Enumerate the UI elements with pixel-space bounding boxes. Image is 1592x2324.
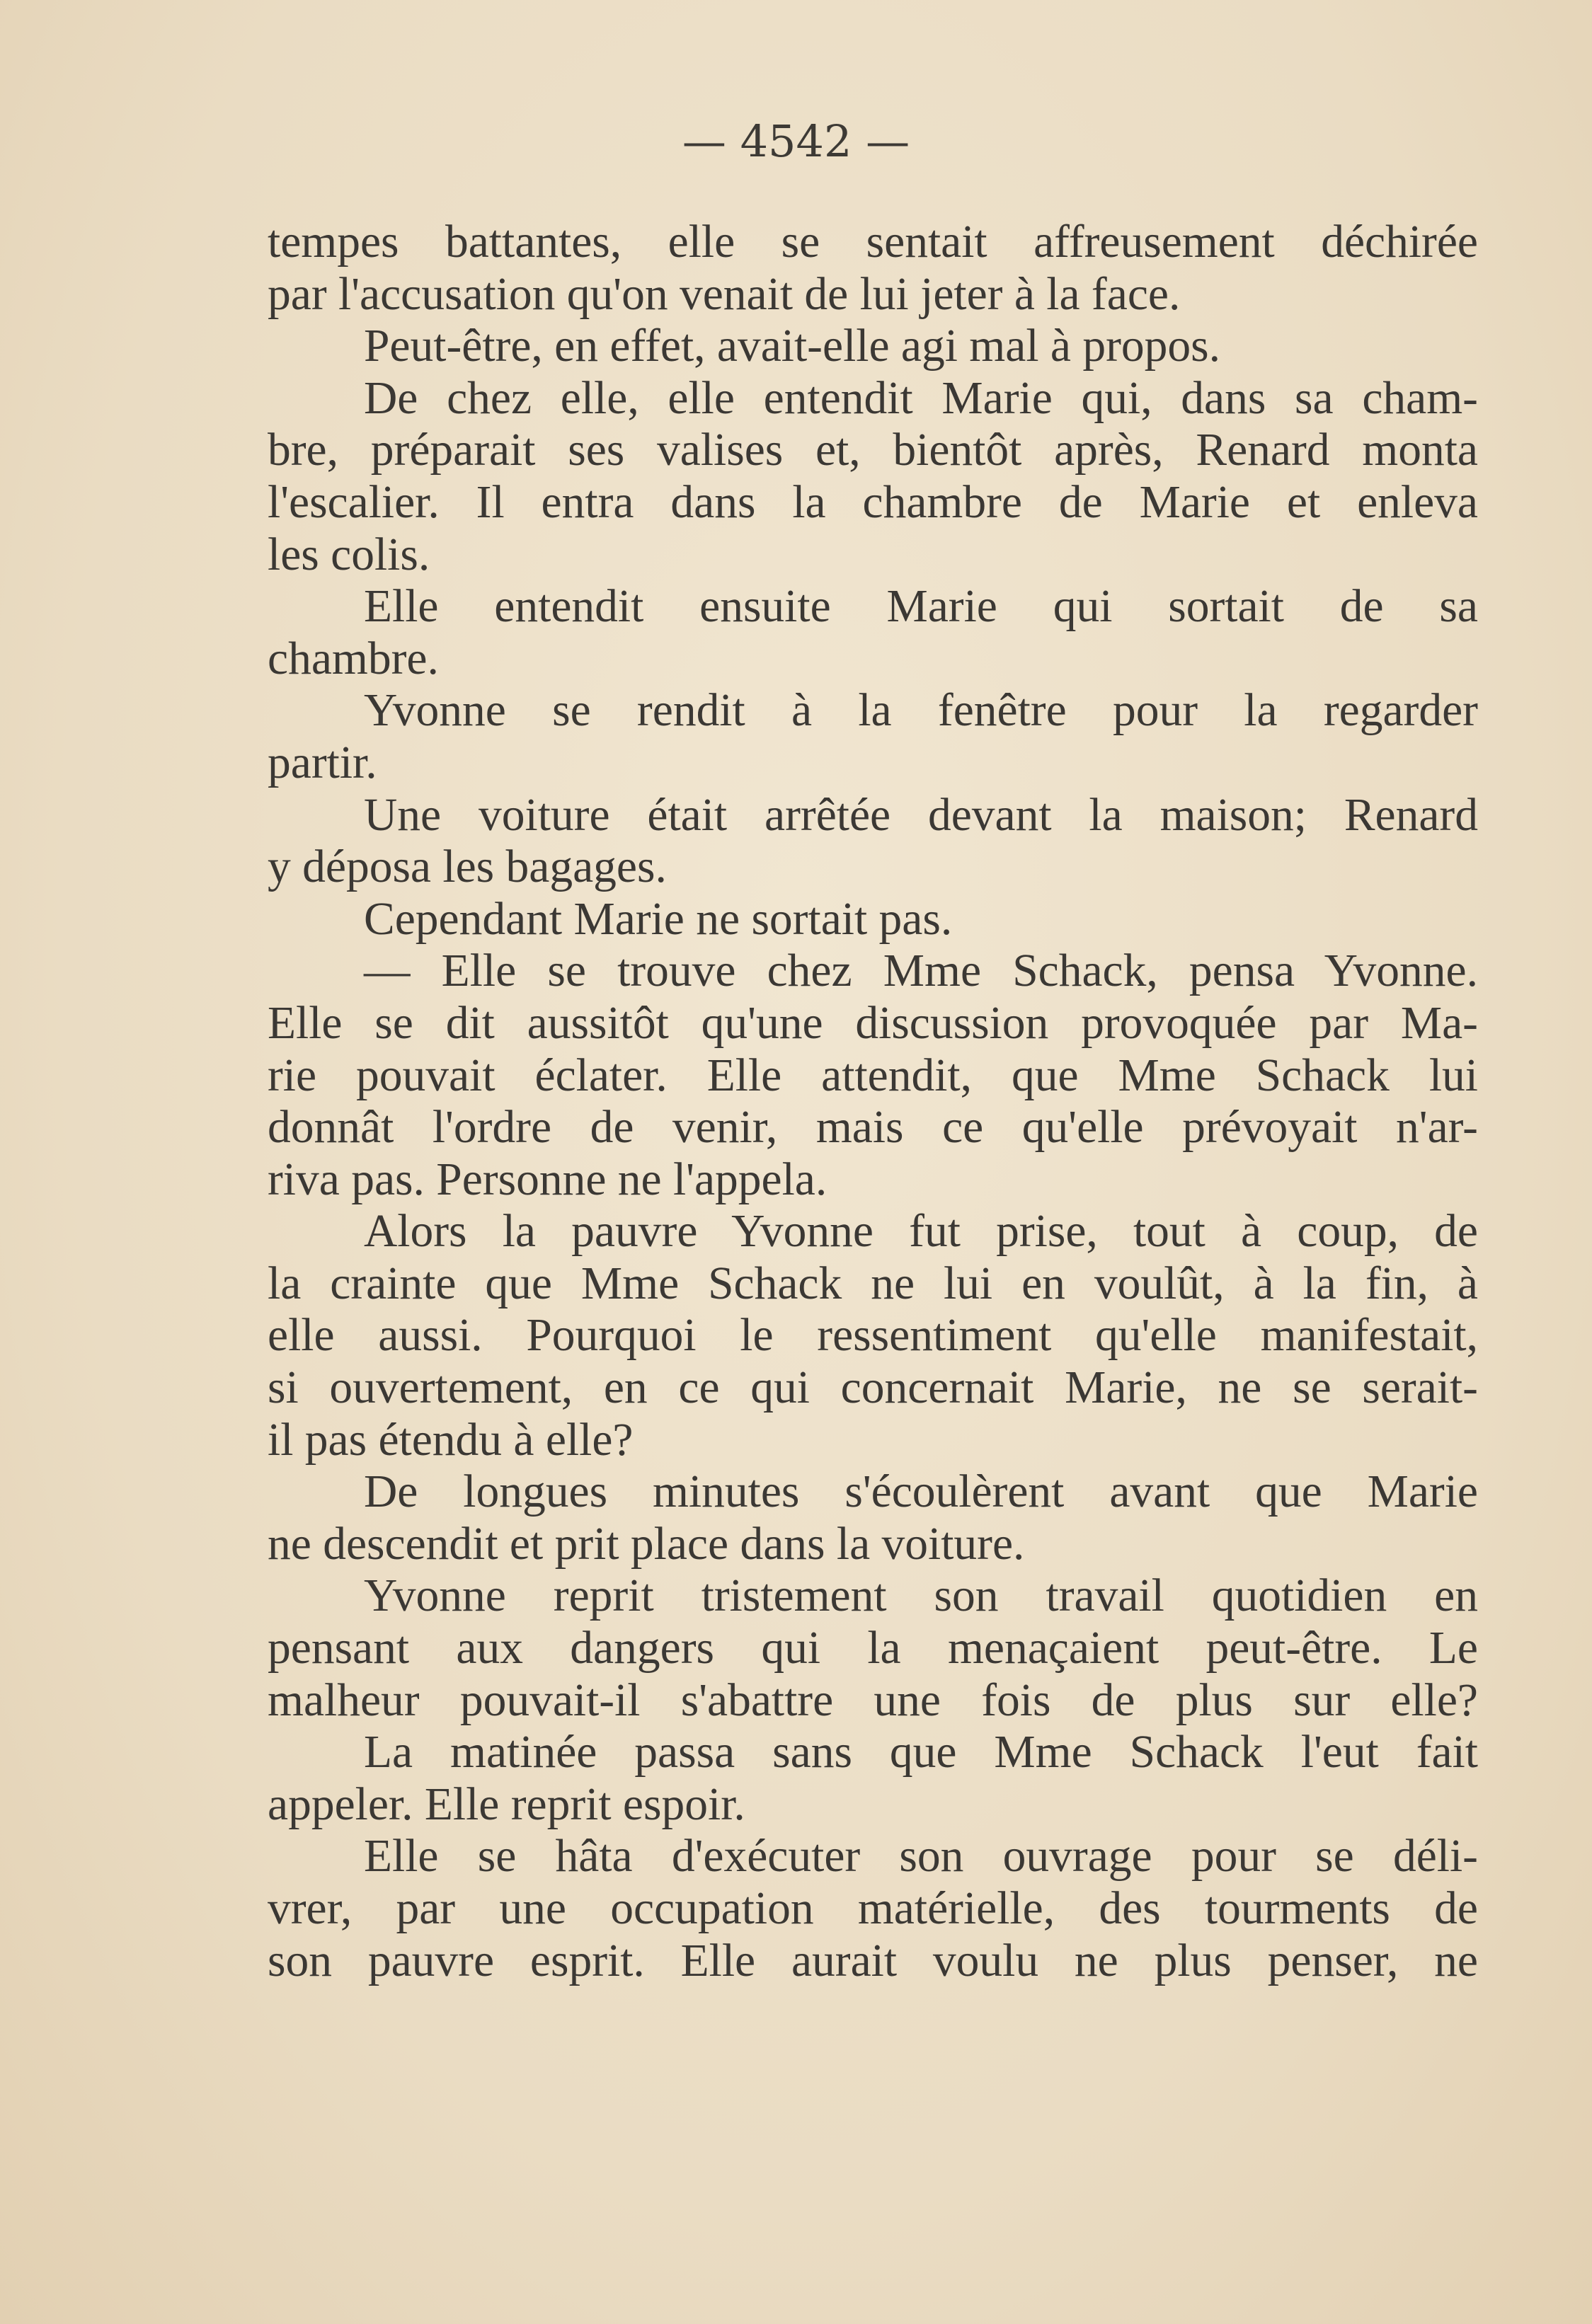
text-line: partir. <box>268 737 377 788</box>
text-line: Peut-être, en effet, avait-elle agi mal à propos. <box>364 321 1221 372</box>
text-line: rie pouvait éclater. Elle attendit, que Mme Schack lui <box>268 1049 1478 1101</box>
text-line: y déposa les bagages. <box>268 841 667 893</box>
text-line: elle aussi. Pourquoi le ressentiment qu'elle manifestait, <box>268 1310 1478 1362</box>
text-line: donnât l'ordre de venir, mais ce qu'elle prévoyait n'ar- <box>268 1102 1478 1154</box>
text-line: De chez elle, elle entendit Marie qui, dans sa cham- <box>364 372 1478 424</box>
text-line: riva pas. Personne ne l'appela. <box>268 1154 828 1205</box>
text-line: La matinée passa sans que Mme Schack l'eut fait <box>364 1727 1478 1778</box>
text-line: vrer, par une occupation matérielle, des tourments de <box>268 1883 1478 1934</box>
text-line: Cependant Marie ne sortait pas. <box>364 893 953 945</box>
text-line: De longues minutes s'écoulèrent avant que Marie <box>364 1466 1478 1518</box>
text-line: malheur pouvait-il s'abattre une fois de plus sur elle? <box>268 1674 1478 1726</box>
text-line: par l'accusation qu'on venait de lui jeter à la face. <box>268 268 1181 320</box>
text-line: bre, préparait ses valises et, bientôt après, Renard monta <box>268 425 1478 476</box>
text-line: Yvonne reprit tristement son travail quotidien en <box>364 1570 1478 1622</box>
text-line: appeler. Elle reprit espoir. <box>268 1778 745 1830</box>
page-text <box>268 217 1478 1987</box>
text-line: si ouvertement, en ce qui concernait Marie, ne se serait- <box>268 1362 1478 1414</box>
text-line: — Elle se trouve chez Mme Schack, pensa Yvonne. <box>364 945 1478 997</box>
page-number: — 4542 — <box>682 115 910 167</box>
text-line: l'escalier. Il entra dans la chambre de Marie et enleva <box>268 476 1478 528</box>
text-line: les colis. <box>268 529 430 580</box>
text-line: pensant aux dangers qui la menaçaient peut-être. Le <box>268 1623 1478 1674</box>
text-line: il pas étendu à elle? <box>268 1414 634 1466</box>
text-line: Alors la pauvre Yvonne fut prise, tout à coup, de <box>364 1206 1478 1258</box>
text-line: tempes battantes, elle se sentait affreusement déchirée <box>268 217 1478 268</box>
text-line: Elle entendit ensuite Marie qui sortait de sa <box>364 581 1478 633</box>
text-line: Une voiture était arrêtée devant la maison; Renard <box>364 789 1478 841</box>
text-line: son pauvre esprit. Elle aurait voulu ne plus penser, ne <box>268 1935 1478 1986</box>
text-line: Elle se hâta d'exécuter son ouvrage pour se déli- <box>364 1831 1478 1882</box>
text-line: ne descendit et prit place dans la voiture. <box>268 1518 1025 1570</box>
text-line: Yvonne se rendit à la fenêtre pour la regarder <box>364 685 1478 737</box>
text-line: la crainte que Mme Schack ne lui en voulût, à la fin, à <box>268 1258 1478 1309</box>
text-line: chambre. <box>268 633 439 684</box>
text-line: Elle se dit aussitôt qu'une discussion provoquée par Ma- <box>268 997 1478 1049</box>
